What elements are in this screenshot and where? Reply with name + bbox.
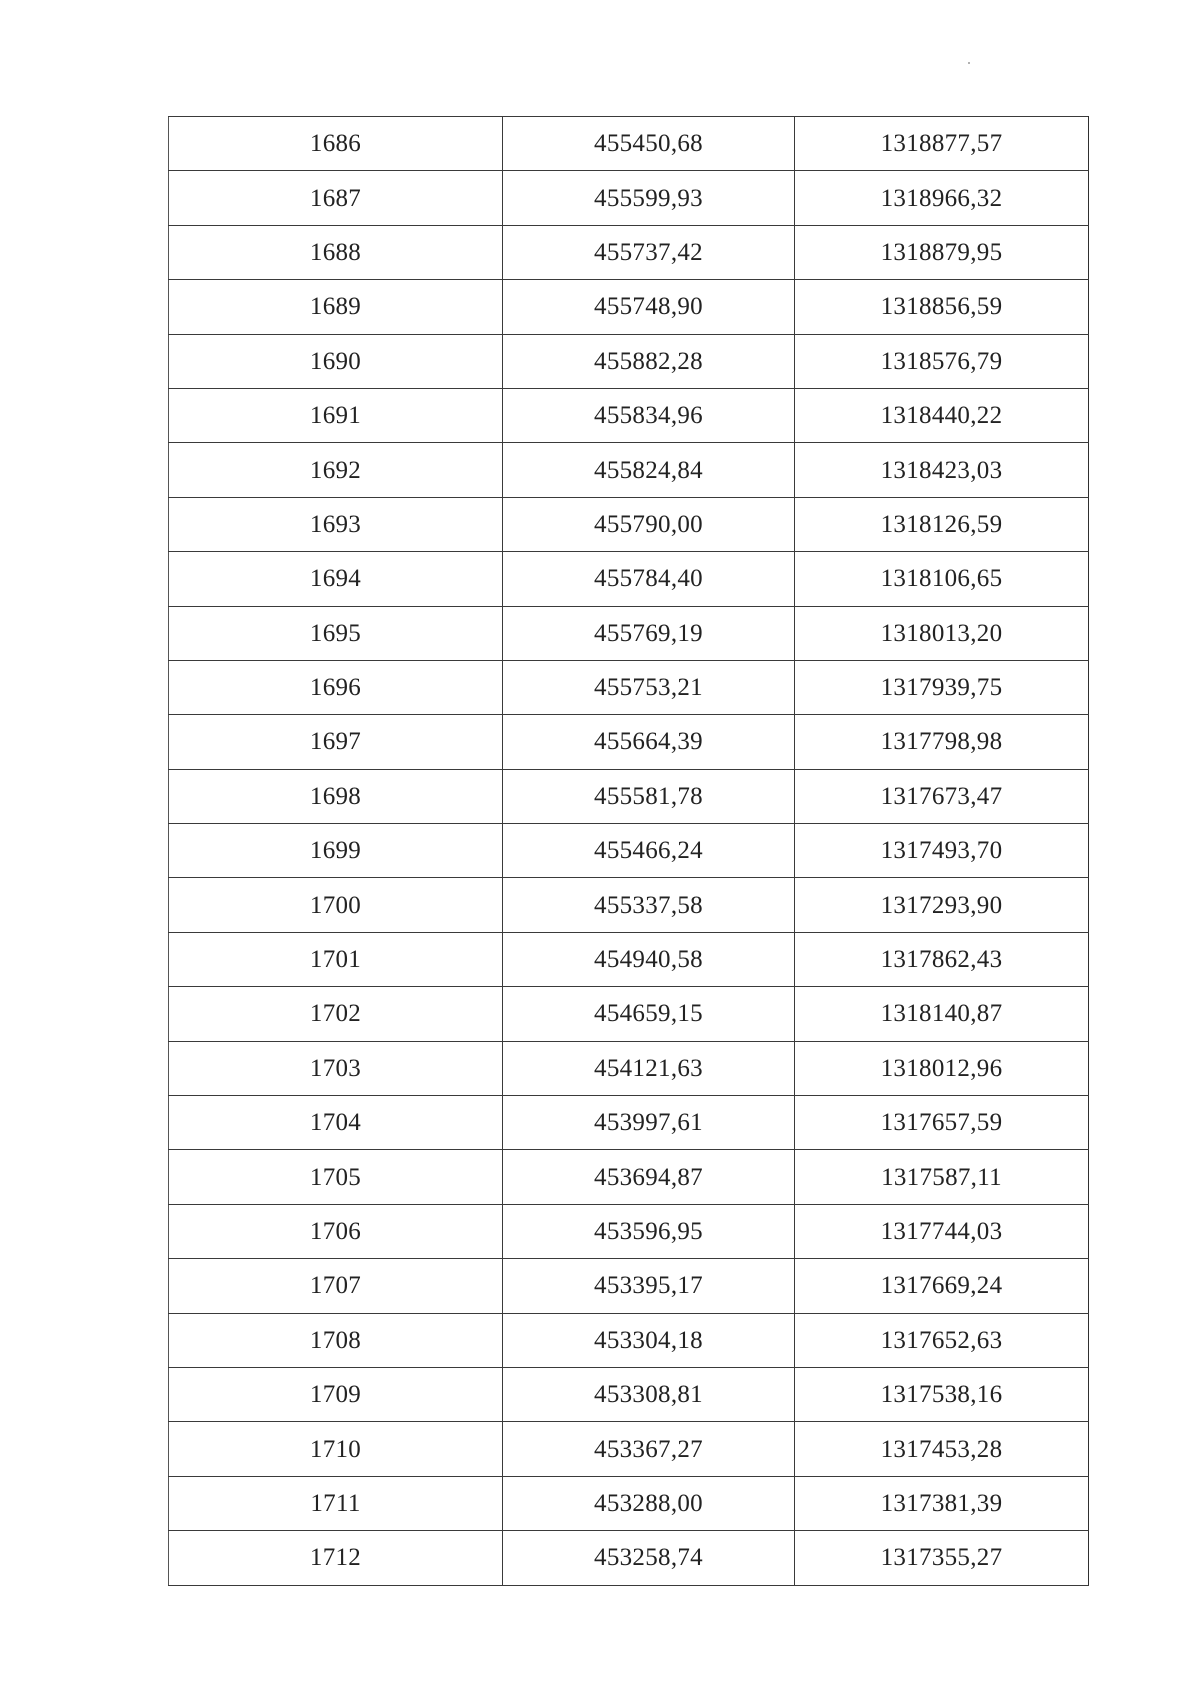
point-number-cell: 1711 (169, 1476, 503, 1530)
point-number-cell: 1701 (169, 932, 503, 986)
x-coordinate-cell: 453395,17 (503, 1259, 795, 1313)
table-row (169, 1259, 1089, 1313)
x-coordinate-cell: 455753,21 (503, 660, 795, 714)
x-coordinate-cell: 455664,39 (503, 715, 795, 769)
point-number-cell: 1703 (169, 1041, 503, 1095)
y-coordinate-cell: 1318440,22 (795, 388, 1089, 442)
x-coordinate-cell: 453304,18 (503, 1313, 795, 1367)
point-number-cell: 1688 (169, 225, 503, 279)
x-coordinate-cell: 455834,96 (503, 388, 795, 442)
point-number-cell: 1689 (169, 280, 503, 334)
point-number-cell: 1686 (169, 117, 503, 171)
table-row (169, 225, 1089, 279)
y-coordinate-cell: 1317355,27 (795, 1531, 1089, 1585)
y-coordinate-cell: 1317744,03 (795, 1204, 1089, 1258)
table-row (169, 606, 1089, 660)
x-coordinate-cell: 453308,81 (503, 1367, 795, 1421)
scan-speck (968, 62, 970, 64)
x-coordinate-cell: 455737,42 (503, 225, 795, 279)
point-number-cell: 1687 (169, 171, 503, 225)
x-coordinate-cell: 455450,68 (503, 117, 795, 171)
table-row (169, 1313, 1089, 1367)
point-number-cell: 1699 (169, 824, 503, 878)
point-number-cell: 1705 (169, 1150, 503, 1204)
y-coordinate-cell: 1318879,95 (795, 225, 1089, 279)
point-number-cell: 1710 (169, 1422, 503, 1476)
x-coordinate-cell: 455581,78 (503, 769, 795, 823)
x-coordinate-cell: 453596,95 (503, 1204, 795, 1258)
coordinates-table-container (168, 116, 1088, 1586)
x-coordinate-cell: 454940,58 (503, 932, 795, 986)
point-number-cell: 1704 (169, 1096, 503, 1150)
x-coordinate-cell: 455882,28 (503, 334, 795, 388)
y-coordinate-cell: 1317652,63 (795, 1313, 1089, 1367)
x-coordinate-cell: 455337,58 (503, 878, 795, 932)
point-number-cell: 1690 (169, 334, 503, 388)
point-number-cell: 1695 (169, 606, 503, 660)
y-coordinate-cell: 1318966,32 (795, 171, 1089, 225)
table-row (169, 280, 1089, 334)
table-row (169, 171, 1089, 225)
table-row (169, 769, 1089, 823)
x-coordinate-cell: 453258,74 (503, 1531, 795, 1585)
x-coordinate-cell: 454659,15 (503, 987, 795, 1041)
y-coordinate-cell: 1317657,59 (795, 1096, 1089, 1150)
table-row (169, 878, 1089, 932)
y-coordinate-cell: 1318126,59 (795, 497, 1089, 551)
table-row (169, 932, 1089, 986)
y-coordinate-cell: 1317673,47 (795, 769, 1089, 823)
point-number-cell: 1709 (169, 1367, 503, 1421)
table-row (169, 552, 1089, 606)
table-row (169, 388, 1089, 442)
table-row (169, 1367, 1089, 1421)
table-row (169, 1476, 1089, 1530)
point-number-cell: 1697 (169, 715, 503, 769)
point-number-cell: 1702 (169, 987, 503, 1041)
point-number-cell: 1712 (169, 1531, 503, 1585)
y-coordinate-cell: 1317381,39 (795, 1476, 1089, 1530)
y-coordinate-cell: 1317493,70 (795, 824, 1089, 878)
y-coordinate-cell: 1317587,11 (795, 1150, 1089, 1204)
x-coordinate-cell: 455824,84 (503, 443, 795, 497)
x-coordinate-cell: 455599,93 (503, 171, 795, 225)
point-number-cell: 1707 (169, 1259, 503, 1313)
y-coordinate-cell: 1318576,79 (795, 334, 1089, 388)
x-coordinate-cell: 453997,61 (503, 1096, 795, 1150)
table-row (169, 443, 1089, 497)
table-row (169, 334, 1089, 388)
table-row (169, 1422, 1089, 1476)
x-coordinate-cell: 453694,87 (503, 1150, 795, 1204)
table-row (169, 824, 1089, 878)
y-coordinate-cell: 1318013,20 (795, 606, 1089, 660)
point-number-cell: 1694 (169, 552, 503, 606)
point-number-cell: 1698 (169, 769, 503, 823)
point-number-cell: 1691 (169, 388, 503, 442)
x-coordinate-cell: 454121,63 (503, 1041, 795, 1095)
coordinates-table-body (169, 117, 1089, 1586)
x-coordinate-cell: 455466,24 (503, 824, 795, 878)
y-coordinate-cell: 1317293,90 (795, 878, 1089, 932)
x-coordinate-cell: 455748,90 (503, 280, 795, 334)
table-row (169, 660, 1089, 714)
x-coordinate-cell: 455769,19 (503, 606, 795, 660)
table-row (169, 117, 1089, 171)
y-coordinate-cell: 1317669,24 (795, 1259, 1089, 1313)
x-coordinate-cell: 455784,40 (503, 552, 795, 606)
y-coordinate-cell: 1317798,98 (795, 715, 1089, 769)
point-number-cell: 1700 (169, 878, 503, 932)
y-coordinate-cell: 1318012,96 (795, 1041, 1089, 1095)
point-number-cell: 1708 (169, 1313, 503, 1367)
y-coordinate-cell: 1317538,16 (795, 1367, 1089, 1421)
table-row (169, 1531, 1089, 1585)
y-coordinate-cell: 1318423,03 (795, 443, 1089, 497)
y-coordinate-cell: 1318877,57 (795, 117, 1089, 171)
x-coordinate-cell: 455790,00 (503, 497, 795, 551)
x-coordinate-cell: 453367,27 (503, 1422, 795, 1476)
table-row (169, 497, 1089, 551)
x-coordinate-cell: 453288,00 (503, 1476, 795, 1530)
table-row (169, 1150, 1089, 1204)
point-number-cell: 1696 (169, 660, 503, 714)
table-row (169, 987, 1089, 1041)
point-number-cell: 1706 (169, 1204, 503, 1258)
y-coordinate-cell: 1318106,65 (795, 552, 1089, 606)
y-coordinate-cell: 1318140,87 (795, 987, 1089, 1041)
table-row (169, 1204, 1089, 1258)
coordinates-table (168, 116, 1089, 1586)
y-coordinate-cell: 1318856,59 (795, 280, 1089, 334)
point-number-cell: 1692 (169, 443, 503, 497)
point-number-cell: 1693 (169, 497, 503, 551)
y-coordinate-cell: 1317453,28 (795, 1422, 1089, 1476)
y-coordinate-cell: 1317862,43 (795, 932, 1089, 986)
table-row (169, 1096, 1089, 1150)
y-coordinate-cell: 1317939,75 (795, 660, 1089, 714)
table-row (169, 715, 1089, 769)
table-row (169, 1041, 1089, 1095)
